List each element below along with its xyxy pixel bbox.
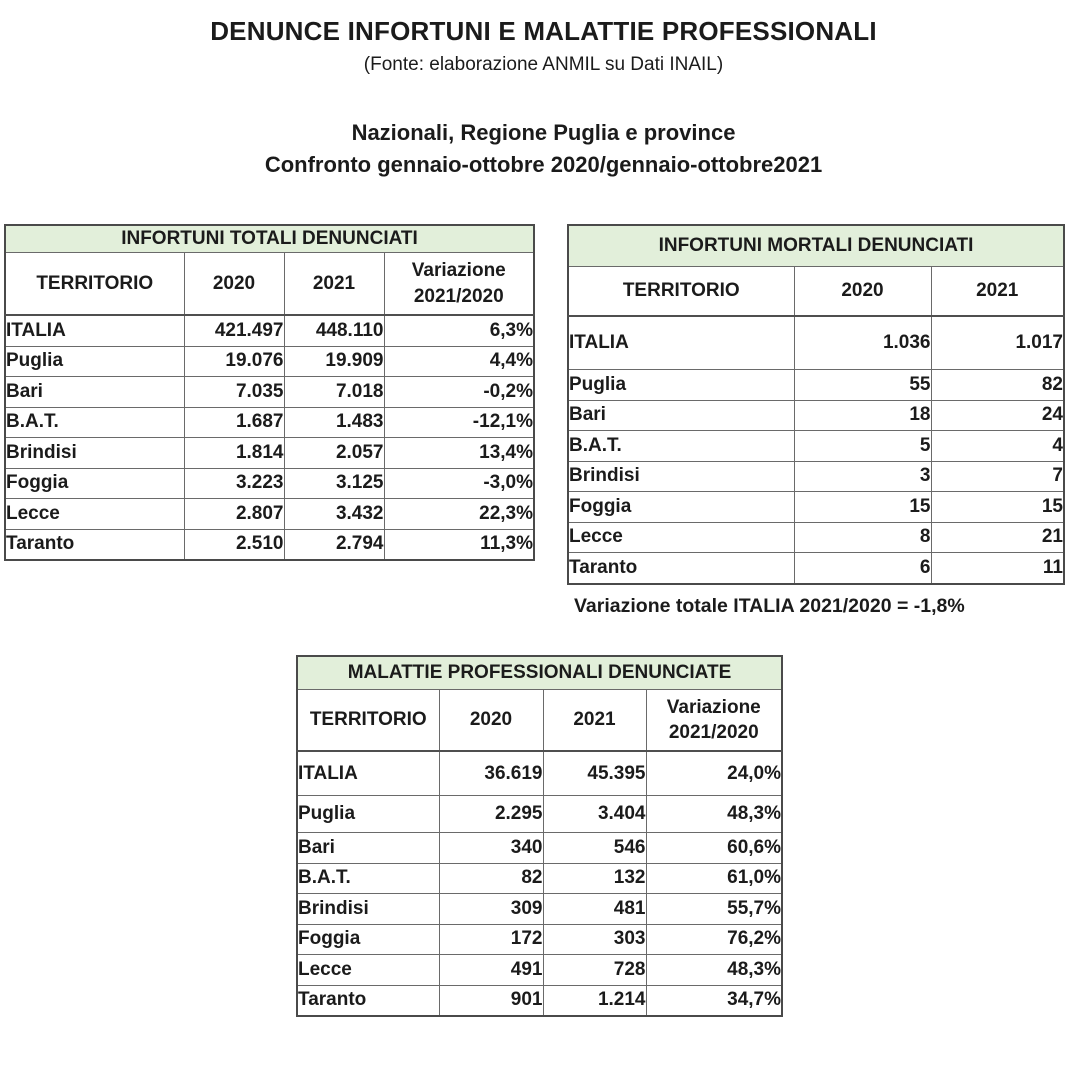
cell-territory: Bari bbox=[297, 833, 439, 864]
column-header-2020: 2020 bbox=[794, 267, 931, 317]
table-row-brindisi bbox=[568, 461, 1064, 492]
table-row-italia bbox=[297, 751, 782, 796]
cell-territory: Lecce bbox=[5, 499, 184, 530]
cell-territory: ITALIA bbox=[297, 751, 439, 796]
cell-territory: Bari bbox=[568, 400, 794, 431]
cell-value: 24 bbox=[931, 400, 1064, 431]
table-row-italia bbox=[5, 315, 534, 346]
table-row-italia bbox=[568, 316, 1064, 370]
cell-territory: Lecce bbox=[297, 955, 439, 986]
cell-territory: Foggia bbox=[297, 924, 439, 955]
cell-value: 3.404 bbox=[543, 796, 646, 833]
table-row-lecce bbox=[5, 499, 534, 530]
column-header-2021: 2021 bbox=[284, 253, 384, 316]
cell-territory: Bari bbox=[5, 377, 184, 408]
cell-value: 4,4% bbox=[384, 346, 534, 377]
cell-value: 24,0% bbox=[646, 751, 782, 796]
cell-value: 3 bbox=[794, 461, 931, 492]
cell-territory: Puglia bbox=[5, 346, 184, 377]
cell-territory: Brindisi bbox=[297, 894, 439, 925]
cell-value: 34,7% bbox=[646, 985, 782, 1016]
table-row-bari bbox=[568, 400, 1064, 431]
malattie-professionali-table bbox=[296, 655, 783, 1017]
cell-value: 15 bbox=[931, 492, 1064, 523]
cell-value: 1.687 bbox=[184, 407, 284, 438]
cell-territory: Brindisi bbox=[5, 438, 184, 469]
cell-territory: Taranto bbox=[568, 553, 794, 584]
table-row-b-a-t bbox=[297, 863, 782, 894]
column-header-variazione-2021-2020: Variazione 2021/2020 bbox=[646, 690, 782, 752]
cell-territory: Taranto bbox=[5, 529, 184, 560]
table-row-taranto bbox=[5, 529, 534, 560]
cell-value: -12,1% bbox=[384, 407, 534, 438]
cell-value: 11 bbox=[931, 553, 1064, 584]
subtitle-comparison: Confronto gennaio-ottobre 2020/gennaio-ottobre2021 bbox=[264, 152, 823, 177]
cell-value: 6 bbox=[794, 553, 931, 584]
table-row-bari bbox=[5, 377, 534, 408]
cell-value: 36.619 bbox=[439, 751, 543, 796]
cell-value: 340 bbox=[439, 833, 543, 864]
cell-value: 2.295 bbox=[439, 796, 543, 833]
table-row-brindisi bbox=[5, 438, 534, 469]
table-row-taranto bbox=[297, 985, 782, 1016]
cell-value: 11,3% bbox=[384, 529, 534, 560]
table-title-row bbox=[297, 656, 782, 690]
cell-value: 19.909 bbox=[284, 346, 384, 377]
cell-territory: B.A.T. bbox=[568, 431, 794, 462]
column-header-variazione-2021-2020: Variazione 2021/2020 bbox=[384, 253, 534, 316]
cell-value: 82 bbox=[439, 863, 543, 894]
table-title: INFORTUNI MORTALI DENUNCIATI bbox=[568, 225, 1064, 267]
cell-value: 13,4% bbox=[384, 438, 534, 469]
table-row-b-a-t bbox=[568, 431, 1064, 462]
cell-value: 7 bbox=[931, 461, 1064, 492]
cell-value: 55,7% bbox=[646, 894, 782, 925]
page-title: DENUNCE INFORTUNI E MALATTIE PROFESSIONALI bbox=[210, 16, 877, 46]
table-title-row bbox=[568, 225, 1064, 267]
cell-territory: Foggia bbox=[5, 468, 184, 499]
table-row-foggia bbox=[5, 468, 534, 499]
cell-value: 21 bbox=[931, 522, 1064, 553]
cell-value: 18 bbox=[794, 400, 931, 431]
table-row-lecce bbox=[568, 522, 1064, 553]
cell-value: 448.110 bbox=[284, 315, 384, 346]
column-header-2021: 2021 bbox=[543, 690, 646, 752]
column-header-2020: 2020 bbox=[184, 253, 284, 316]
cell-value: 8 bbox=[794, 522, 931, 553]
table-title-row bbox=[5, 225, 534, 253]
subtitle-block bbox=[0, 117, 1087, 181]
table-row-foggia bbox=[568, 492, 1064, 523]
table-title: MALATTIE PROFESSIONALI DENUNCIATE bbox=[297, 656, 782, 690]
italia-variation-footnote: Variazione totale ITALIA 2021/2020 = -1,8% bbox=[574, 595, 965, 617]
cell-territory: Brindisi bbox=[568, 461, 794, 492]
cell-value: 48,3% bbox=[646, 796, 782, 833]
table-title: INFORTUNI TOTALI DENUNCIATI bbox=[5, 225, 534, 253]
column-header-territorio: TERRITORIO bbox=[568, 267, 794, 317]
cell-value: 172 bbox=[439, 924, 543, 955]
table-row-puglia bbox=[297, 796, 782, 833]
cell-value: 901 bbox=[439, 985, 543, 1016]
infortuni-mortali-table bbox=[567, 224, 1065, 585]
column-header-row bbox=[5, 253, 534, 316]
cell-value: 61,0% bbox=[646, 863, 782, 894]
cell-value: 48,3% bbox=[646, 955, 782, 986]
cell-value: 76,2% bbox=[646, 924, 782, 955]
cell-territory: B.A.T. bbox=[5, 407, 184, 438]
cell-value: 481 bbox=[543, 894, 646, 925]
cell-value: 1.017 bbox=[931, 316, 1064, 370]
cell-value: 19.076 bbox=[184, 346, 284, 377]
cell-territory: Lecce bbox=[568, 522, 794, 553]
cell-value: 82 bbox=[931, 370, 1064, 401]
table-row-puglia bbox=[5, 346, 534, 377]
cell-value: 5 bbox=[794, 431, 931, 462]
subtitle-region: Nazionali, Regione Puglia e province bbox=[351, 120, 736, 145]
cell-value: -3,0% bbox=[384, 468, 534, 499]
cell-value: 2.057 bbox=[284, 438, 384, 469]
cell-value: 3.223 bbox=[184, 468, 284, 499]
table-row-b-a-t bbox=[5, 407, 534, 438]
cell-value: 45.395 bbox=[543, 751, 646, 796]
cell-value: 1.814 bbox=[184, 438, 284, 469]
cell-value: 2.794 bbox=[284, 529, 384, 560]
header-block bbox=[0, 16, 1087, 76]
cell-value: 132 bbox=[543, 863, 646, 894]
cell-value: 3.432 bbox=[284, 499, 384, 530]
cell-territory: B.A.T. bbox=[297, 863, 439, 894]
column-header-territorio: TERRITORIO bbox=[297, 690, 439, 752]
cell-territory: ITALIA bbox=[5, 315, 184, 346]
cell-value: 3.125 bbox=[284, 468, 384, 499]
column-header-territorio: TERRITORIO bbox=[5, 253, 184, 316]
cell-value: 421.497 bbox=[184, 315, 284, 346]
cell-value: 7.035 bbox=[184, 377, 284, 408]
cell-territory: Taranto bbox=[297, 985, 439, 1016]
table-row-bari bbox=[297, 833, 782, 864]
cell-value: -0,2% bbox=[384, 377, 534, 408]
table-row-puglia bbox=[568, 370, 1064, 401]
cell-value: 15 bbox=[794, 492, 931, 523]
cell-value: 1.483 bbox=[284, 407, 384, 438]
cell-value: 309 bbox=[439, 894, 543, 925]
cell-territory: Puglia bbox=[568, 370, 794, 401]
column-header-2020: 2020 bbox=[439, 690, 543, 752]
cell-value: 2.807 bbox=[184, 499, 284, 530]
cell-value: 7.018 bbox=[284, 377, 384, 408]
column-header-row bbox=[568, 267, 1064, 317]
cell-value: 491 bbox=[439, 955, 543, 986]
table-row-lecce bbox=[297, 955, 782, 986]
cell-territory: Foggia bbox=[568, 492, 794, 523]
table-row-taranto bbox=[568, 553, 1064, 584]
table-row-brindisi bbox=[297, 894, 782, 925]
infortuni-totali-table bbox=[4, 224, 535, 561]
cell-value: 4 bbox=[931, 431, 1064, 462]
cell-value: 546 bbox=[543, 833, 646, 864]
source-note: (Fonte: elaborazione ANMIL su Dati INAIL) bbox=[363, 54, 724, 75]
column-header-2021: 2021 bbox=[931, 267, 1064, 317]
cell-territory: ITALIA bbox=[568, 316, 794, 370]
cell-value: 2.510 bbox=[184, 529, 284, 560]
cell-value: 60,6% bbox=[646, 833, 782, 864]
column-header-row bbox=[297, 690, 782, 752]
cell-value: 1.214 bbox=[543, 985, 646, 1016]
cell-value: 6,3% bbox=[384, 315, 534, 346]
cell-value: 728 bbox=[543, 955, 646, 986]
cell-value: 22,3% bbox=[384, 499, 534, 530]
cell-value: 1.036 bbox=[794, 316, 931, 370]
cell-value: 55 bbox=[794, 370, 931, 401]
cell-territory: Puglia bbox=[297, 796, 439, 833]
table-row-foggia bbox=[297, 924, 782, 955]
cell-value: 303 bbox=[543, 924, 646, 955]
